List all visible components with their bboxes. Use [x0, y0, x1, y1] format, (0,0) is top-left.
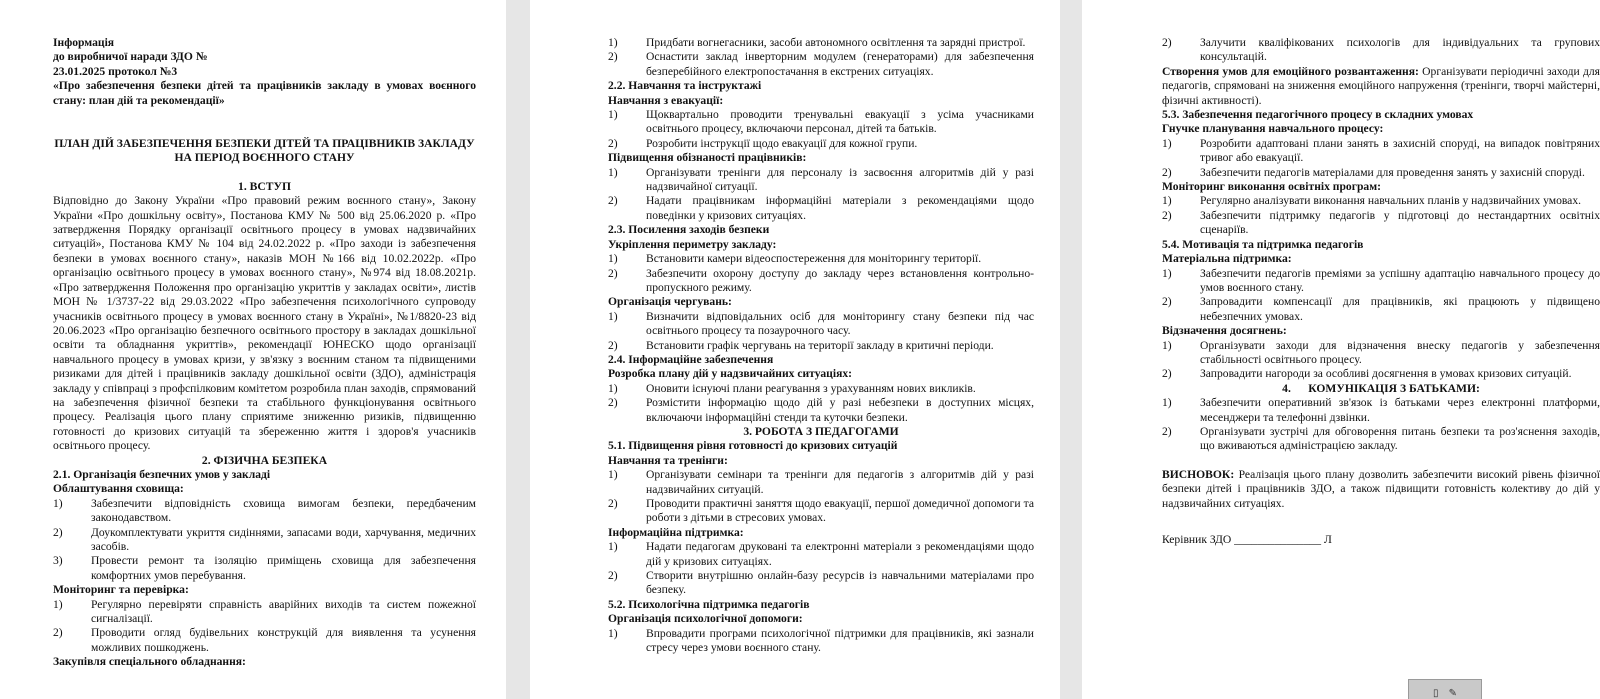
- item-heading: Облаштування сховища:: [53, 482, 184, 496]
- item-text: Щоквартально проводити тренувальні евакуації з усіма учасниками освітнього процесу, включаючи персонал, дітей та батьків.: [646, 108, 1034, 136]
- item-text: Створити внутрішню онлайн-базу ресурсів із навчальними матеріалами про безпеку.: [646, 569, 1034, 597]
- item-heading: Навчання з евакуації:: [608, 93, 724, 107]
- item-number: 2): [608, 396, 618, 410]
- item-number: 2): [53, 626, 63, 640]
- item-text: Організувати зустрічі для обговорення питань безпеки та роз'яснення заходів, що вживаються адміністрацією закладу.: [1200, 424, 1600, 453]
- document-title: ПЛАН ДІЙ ЗАБЕЗПЕЧЕННЯ БЕЗПЕКИ ДІТЕЙ ТА ПРАЦІВНИКІВ ЗАКЛАДУ НА ПЕРІОД ВОЄННОГО СТАНУ: [54, 137, 475, 165]
- item-heading: Моніторинг та перевірка:: [53, 583, 189, 597]
- signature-line: Керівник ЗДО _______________ Л: [1162, 533, 1332, 546]
- item-number: 1): [1162, 136, 1172, 150]
- list-item: [1162, 295, 1600, 324]
- list-item: [608, 194, 1034, 223]
- item-heading: Моніторинг виконання освітніх програм:: [1162, 180, 1381, 194]
- list-item: [1162, 367, 1600, 381]
- document-page-3: [1082, 0, 1600, 699]
- item-heading: Навчання та тренінги:: [608, 453, 728, 467]
- item-text: Організувати семінари та тренінги для педагогів з алгоритмів дій у разі надзвичайних ситуацій.: [646, 468, 1034, 496]
- item-text: Забезпечити педагогів матеріалами для проведення занять у захисній споруді.: [1200, 165, 1585, 179]
- item-number: 2): [608, 338, 618, 352]
- item-heading: Укріплення периметру закладу:: [608, 237, 777, 251]
- item-text: Забезпечити охорону доступу до закладу через встановлення контрольно-пропускного режиму.: [646, 266, 1034, 294]
- item-number: 2): [608, 136, 618, 150]
- list-item: [608, 569, 1034, 598]
- list-item: [53, 554, 476, 583]
- item-number: 2): [1162, 367, 1172, 381]
- item-number: 2): [608, 569, 618, 583]
- item-number: 1): [608, 626, 618, 640]
- item-heading: Закупівля спеціального обладнання:: [53, 655, 246, 669]
- item-text: Оснастити заклад інверторним модулем (генераторами) для забезпечення безперебійного електропостачання в екстрених ситуаціях.: [646, 50, 1034, 78]
- item-number: 2): [1162, 165, 1172, 179]
- list-item: [1162, 194, 1600, 208]
- spacer: [1162, 511, 1600, 533]
- file-icon[interactable]: ▯: [1433, 688, 1439, 699]
- list-item: [608, 267, 1034, 296]
- list-item: [1162, 36, 1600, 65]
- spacer: [1162, 454, 1600, 468]
- list-item: [608, 396, 1034, 425]
- item-text: Розробити інструкції щодо евакуації для кожної групи.: [646, 136, 918, 150]
- list-item: [1162, 209, 1600, 238]
- item-number: 2): [53, 525, 63, 539]
- item-number: 2): [1162, 208, 1172, 222]
- header-line: до виробничої наради ЗДО №: [53, 50, 208, 64]
- item-number: 2): [1162, 295, 1172, 309]
- item-text: Надати працівникам інформаційні матеріали з рекомендаціями щодо поведінки у кризових ситуаціях.: [646, 194, 1034, 222]
- header-line: «Про забезпечення безпеки дітей та працівників закладу в умовах воєнного стану: план дій та рекомендації»: [53, 79, 476, 107]
- item-number: 1): [608, 165, 618, 179]
- list-item: [608, 627, 1034, 656]
- subsection-heading: 2.1. Організація безпечних умов у закладі: [53, 467, 271, 481]
- item-text: Встановити графік чергувань на території закладу в критичні періоди.: [646, 338, 994, 352]
- item-text: Доукомплектувати укриття сидіннями, запасами води, харчування, медичних засобів.: [91, 525, 476, 553]
- list-item: [53, 626, 476, 655]
- list-item: [53, 497, 476, 526]
- list-item: [608, 540, 1034, 569]
- conclusion-text: Реалізація цього плану дозволить забезпечити високий рівень фізичної безпеки дітей і працівників ЗДО, а також підвищити готовність колективу до дій у надзвичайних ситуаціях.: [1162, 467, 1600, 510]
- list-item: [1162, 137, 1600, 166]
- list-item: [53, 526, 476, 555]
- item-number: 2): [608, 497, 618, 510]
- item-number: 1): [608, 540, 618, 554]
- list-item: [1162, 339, 1600, 368]
- section-heading: 4. КОМУНІКАЦІЯ З БАТЬКАМИ:: [1282, 381, 1480, 395]
- item-number: 1): [608, 381, 618, 395]
- section-heading: 2. ФІЗИЧНА БЕЗПЕКА: [201, 453, 328, 467]
- item-number: 1): [608, 468, 618, 482]
- emotion-paragraph: [1162, 65, 1600, 108]
- item-text: Забезпечити педагогів преміями за успішну адаптацію навчального процесу до умов воєнного стану.: [1200, 266, 1600, 294]
- item-heading: Розробка плану дій у надзвичайних ситуаціях:: [608, 367, 853, 381]
- item-heading: Відзначення досягнень:: [1162, 324, 1287, 338]
- item-text: Організувати тренінги для персоналу із засвоєння алгоритмів дій у разі надзвичайної ситуації.: [646, 165, 1034, 194]
- document-page-1: [0, 0, 506, 699]
- conclusion-paragraph: [1162, 468, 1600, 511]
- item-text: Придбати вогнегасники, засоби автономного освітлення та зарядні пристрої.: [646, 36, 1026, 49]
- item-heading: Матеріальна підтримка:: [1162, 252, 1292, 266]
- item-number: 2): [1162, 36, 1172, 49]
- list-item: [608, 382, 1034, 396]
- list-item: [608, 50, 1034, 79]
- item-heading: Організація чергувань:: [608, 295, 732, 309]
- item-number: 1): [608, 108, 618, 122]
- document-page-2: [530, 0, 1060, 699]
- list-item: [53, 598, 476, 627]
- floating-toolbar[interactable]: [1408, 679, 1482, 699]
- list-item: [608, 137, 1034, 151]
- list-item: [608, 468, 1034, 497]
- item-number: 1): [608, 309, 618, 323]
- header-line: Інформація: [53, 36, 115, 49]
- list-item: [608, 497, 1034, 526]
- item-text: Забезпечити підтримку педагогів у підготовці до нестандартних освітніх сценаріїв.: [1200, 208, 1600, 237]
- subsection-heading: 2.4. Інформаційне забезпечення: [608, 352, 774, 366]
- item-text: Надати педагогам друковані та електронні матеріали з рекомендаціями щодо дій у кризових ситуаціях.: [646, 540, 1034, 568]
- item-text: Розмістити інформацію щодо дій у разі небезпеки в доступних місцях, включаючи інформаційні стенди та куточки безпеки.: [646, 396, 1034, 424]
- item-text: Розробити адаптовані плани занять в захисній споруді, на випадок повітряних тривог або евакуації.: [1200, 136, 1600, 165]
- item-number: 2): [1162, 424, 1172, 438]
- item-number: 1): [53, 496, 63, 510]
- item-number: 1): [1162, 194, 1172, 208]
- conclusion-label: ВИСНОВОК:: [1162, 467, 1235, 481]
- item-text: Впровадити програми психологічної підтримки для працівників, які зазнали стресу через умови воєнного стану.: [646, 626, 1034, 655]
- subsection-heading: 5.1. Підвищення рівня готовності до кризових ситуацій: [608, 439, 898, 453]
- list-item: [1162, 425, 1600, 454]
- item-number: 1): [1162, 338, 1172, 352]
- item-text: Проводити практичні заняття щодо евакуації, першої домедичної допомоги та роботи з дітьми в стресових умовах.: [646, 497, 1034, 525]
- item-text: Забезпечити оперативний зв'язок із батьками через електронні платформи, месенджери та телефонні дзвінки.: [1200, 396, 1600, 424]
- item-number: 1): [608, 252, 618, 266]
- item-text: Регулярно аналізувати виконання навчальних планів у надзвичайних умовах.: [1200, 194, 1582, 208]
- item-text: Організувати періодичні заходи для педагогів, спрямовані на зниження емоційного напруження (тренінги, творчі майстерні, фізичні активності).: [1162, 64, 1600, 107]
- subsection-heading: 2.3. Посилення заходів безпеки: [608, 223, 770, 237]
- item-text: Запровадити компенсації для працівників, які працюють у підвищено небезпечних умовах.: [1200, 295, 1600, 323]
- item-text: Проводити огляд будівельних конструкцій для виявлення та усунення можливих пошкоджень.: [91, 626, 476, 654]
- subsection-heading: 5.3. Забезпечення педагогічного процесу в складних умовах: [1162, 108, 1474, 122]
- document-header: [53, 36, 476, 108]
- item-heading: Створення умов для емоційного розвантаження:: [1162, 64, 1419, 78]
- item-text: Оновити існуючі плани реагування з урахуванням нових викликів.: [646, 381, 976, 395]
- item-number: 1): [53, 597, 63, 611]
- edit-icon[interactable]: ✎: [1448, 688, 1457, 699]
- intro-paragraph: Відповідно до Закону України «Про правовий режим воєнного стану», Закону України «Про дошкільну освіту», Постанова КМУ № 500 від 25.06.2020 р. «Про затвердження Порядку організації освітнього процесу в умовах надзвичайних ситуацій», Постанова КМУ № 104 від 24.02.2022 р. «Про заходи із забезпечення безпеки в умовах воєнного стану», наказів МОН №166 від 10.02.2022р. «Про організацію освітнього процесу в умовах воєнного стану», №974 від 18.08.2021р. «Про затвердження Положення про організацію укриттів у закладах освіти», листів МОН № 1/3737-22 від 29.03.2022 «Про забезпечення психологічного супроводу учасників освітнього процесу в умовах воєнного стану в Україні», №1/8820-23 від 20.06.2023 «Про організацію безпечного освітнього простору в закладах дошкільної освіти та обладнання укриттів», рекомендації ЮНЕСКО щодо організації навчального процесу в умовах кризи, у зв'язку з воєнним станом та підвищеними ризиками для дітей і працівників закладу дошкільної освіти (ЗДО), адміністрація закладу у співпраці з профспілковим комітетом розробила план заходів, спрямований на забезпечення фізичної безпеки та стабільного функціонування освітнього процесу. Реалізація цього плану сприятиме зниженню ризиків, підвищенню готовності до кризових ситуацій та збереженню життя і здоров'я учасників освітнього процесу.: [53, 194, 476, 453]
- list-item: [608, 36, 1034, 50]
- item-heading: Підвищення обізнаності працівників:: [608, 151, 807, 165]
- list-item: [1162, 267, 1600, 296]
- list-item: [1162, 166, 1600, 180]
- item-text: Запровадити нагороди за особливі досягнення в умовах кризових ситуацій.: [1200, 367, 1572, 381]
- item-heading: Інформаційна підтримка:: [608, 525, 744, 539]
- item-number: 1): [1162, 266, 1172, 280]
- subsection-heading: 2.2. Навчання та інструктажі: [608, 79, 762, 93]
- item-text: Забезпечити відповідність сховища вимогам безпеки, передбаченим законодавством.: [91, 496, 476, 525]
- item-heading: Організація психологічної допомоги:: [608, 612, 803, 626]
- item-number: 3): [53, 554, 63, 568]
- subsection-heading: 5.2. Психологічна підтримка педагогів: [608, 597, 810, 611]
- item-heading: Гнучке планування навчального процесу:: [1162, 122, 1384, 136]
- list-item: [608, 339, 1034, 353]
- list-item: [608, 310, 1034, 339]
- item-number: 2): [608, 266, 618, 280]
- item-number: 1): [1162, 396, 1172, 410]
- item-text: Організувати заходи для відзначення внеску педагогів у забезпечення стабільності освітнього процесу.: [1200, 338, 1600, 366]
- item-text: Встановити камери відеоспостереження для моніторингу території.: [646, 252, 982, 266]
- item-text: Визначити відповідальних осіб для моніторингу стану безпеки під час освітнього процесу та позаурочного часу.: [646, 309, 1034, 338]
- item-text: Залучити кваліфікованих психологів для індивідуальних та групових консультацій.: [1200, 36, 1600, 64]
- item-text: Провести ремонт та ізоляцію приміщень сховища для забезпечення комфортних умов перебування.: [91, 554, 476, 582]
- subsection-heading: 5.4. Мотивація та підтримка педагогів: [1162, 237, 1364, 251]
- item-text: Регулярно перевіряти справність аварійних виходів та систем пожежної сигналізації.: [91, 597, 476, 626]
- list-item: [1162, 396, 1600, 425]
- item-number: 2): [608, 50, 618, 64]
- list-item: [608, 252, 1034, 266]
- header-line: 23.01.2025 протокол №3: [53, 64, 178, 78]
- list-item: [608, 108, 1034, 137]
- item-number: 2): [608, 194, 618, 208]
- list-item: [608, 166, 1034, 195]
- section-heading: 3. РОБОТА З ПЕДАГОГАМИ: [743, 424, 899, 438]
- section-heading: 1. ВСТУП: [238, 179, 291, 193]
- item-number: 1): [608, 36, 618, 49]
